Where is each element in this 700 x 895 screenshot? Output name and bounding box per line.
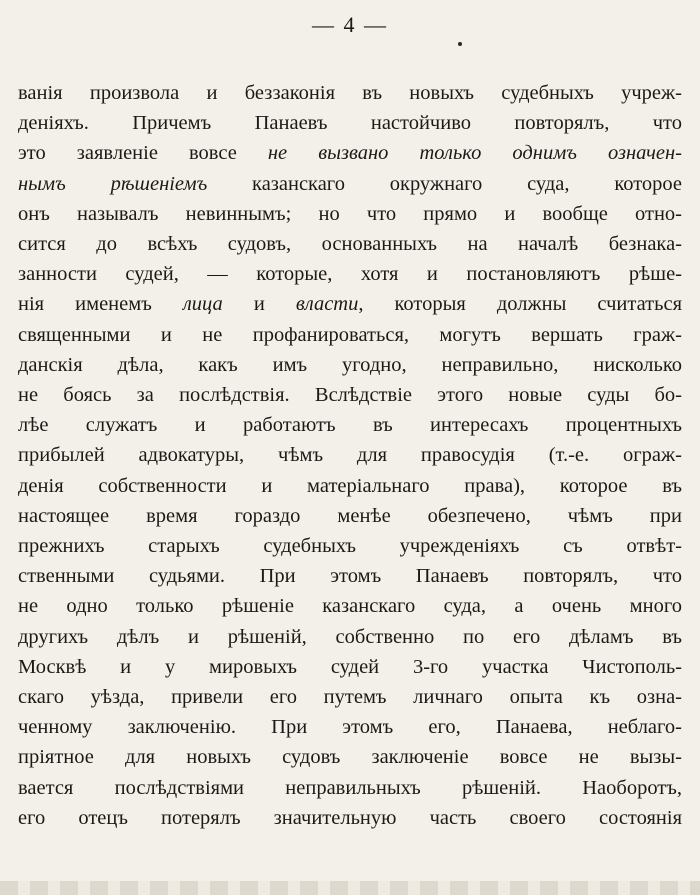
text-line [18, 712, 682, 742]
text-line [18, 561, 682, 591]
text-line [18, 350, 682, 380]
text-line [18, 138, 682, 168]
text-segment: сится до всѣхъ судовъ, основанныхъ на началѣ безнака- [18, 233, 682, 256]
text-segment: занности судей, — которые, хотя и постановляютъ рѣше- [18, 263, 682, 286]
text-segment: онъ называлъ невиннымъ; но что прямо и вообще отно- [18, 202, 682, 225]
text-segment: , которыя должны считаться [358, 293, 683, 316]
cropped-next-line [0, 881, 700, 895]
text-segment: скаго уѣзда, привели его путемъ личнаго опыта къ озна- [18, 686, 682, 709]
text-segment: лѣе служатъ и работаютъ въ интересахъ процентныхъ [18, 414, 682, 437]
text-line [18, 289, 682, 319]
text-segment: и [222, 293, 296, 316]
italic-text: власти [295, 293, 359, 316]
text-segment: прибылей адвокатуры, чѣмъ для правосудія (т.-е. ограж- [18, 444, 682, 467]
italic-text: нымъ рѣшеніемъ [18, 172, 208, 195]
text-line [18, 259, 682, 289]
text-line [18, 742, 682, 772]
text-segment: это заявленіе вовсе [18, 142, 268, 165]
text-segment: казанскаго окружнаго суда, которое [207, 172, 683, 195]
text-segment: прежнихъ старыхъ судебныхъ учрежденіяхъ съ отвѣт- [18, 535, 682, 558]
text-line [18, 622, 682, 652]
text-segment: не одно только рѣшеніе казанскаго суда, а очень много [18, 595, 682, 618]
text-segment: другихъ дѣлъ и рѣшеній, собственно по его дѣламъ въ [18, 625, 682, 648]
text-segment: ченному заключенію. При этомъ его, Панаева, неблаго- [18, 716, 682, 739]
text-segment: священными и не профанироваться, могутъ вершать граж- [18, 323, 682, 346]
text-line [18, 803, 682, 833]
text-line [18, 652, 682, 682]
text-line [18, 440, 682, 470]
text-line [18, 199, 682, 229]
text-segment: его отецъ потерялъ значительную часть своего состоянія [18, 806, 682, 829]
text-line [18, 380, 682, 410]
text-line [18, 773, 682, 803]
text-line [18, 410, 682, 440]
text-segment: нія именемъ [18, 293, 183, 316]
text-line [18, 78, 682, 108]
body-text [18, 78, 682, 833]
text-line [18, 591, 682, 621]
text-line [18, 229, 682, 259]
text-line [18, 169, 682, 199]
text-segment: Москвѣ и у мировыхъ судей 3-го участка Чистополь- [18, 655, 682, 678]
text-segment: настоящее время гораздо менѣе обезпечено, чѣмъ при [18, 504, 682, 527]
italic-text: лица [182, 293, 223, 316]
text-line [18, 501, 682, 531]
text-line [18, 471, 682, 501]
text-segment: пріятное для новыхъ судовъ заключеніе вовсе не вызы- [18, 746, 682, 769]
text-segment: вается послѣдствіями неправильныхъ рѣшеній. Наоборотъ, [18, 776, 682, 799]
text-segment: ственными судьями. При этомъ Панаевъ повторялъ, что [18, 565, 682, 588]
text-line [18, 320, 682, 350]
text-segment: данскія дѣла, какъ имъ угодно, неправильно, нисколько [18, 353, 682, 376]
page-number: — 4 — [312, 12, 388, 37]
italic-text: не вызвано только однимъ означен- [267, 142, 682, 165]
text-segment: деніяхъ. Причемъ Панаевъ настойчиво повторялъ, что [18, 112, 682, 135]
text-segment: денія собственности и матеріальнаго права), которое въ [18, 474, 682, 497]
text-line [18, 682, 682, 712]
text-line [18, 108, 682, 138]
ink-speck [458, 42, 462, 46]
text-line [18, 531, 682, 561]
text-segment: ванія произвола и беззаконія въ новыхъ судебныхъ учреж- [18, 82, 682, 104]
text-segment: не боясь за послѣдствія. Вслѣдствіе этого новые суды бо- [18, 384, 682, 407]
